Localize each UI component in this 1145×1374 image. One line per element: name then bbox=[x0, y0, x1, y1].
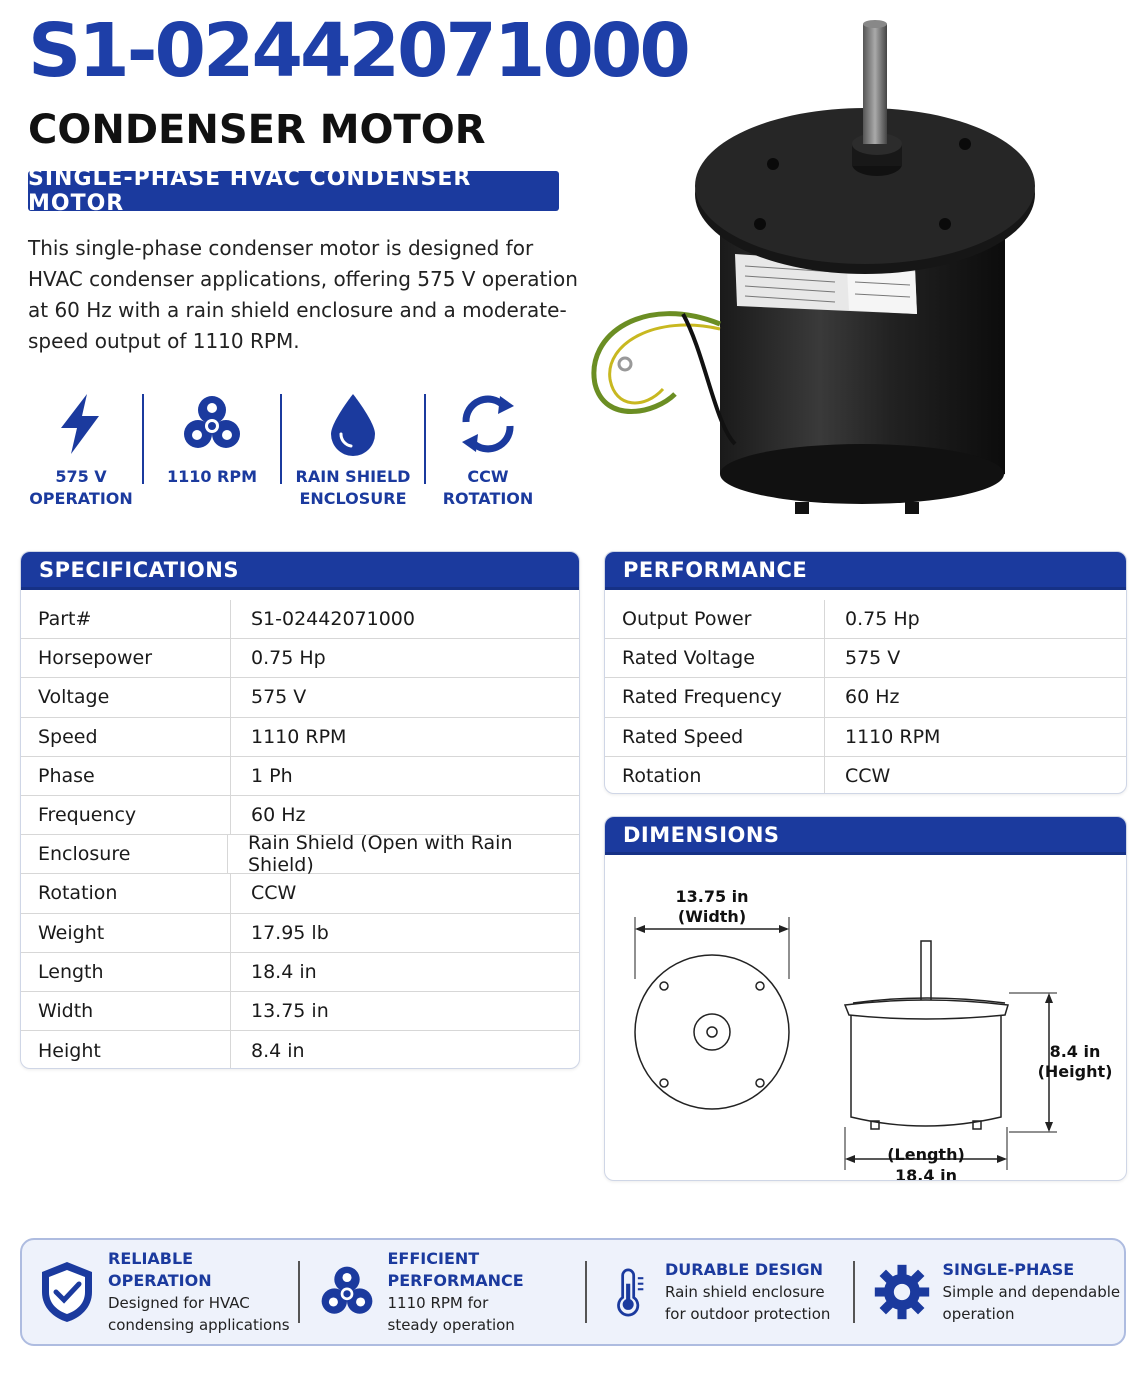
feature-line2: ENCLOSURE bbox=[299, 489, 407, 508]
spec-value: 1 Ph bbox=[251, 764, 293, 787]
spec-label: Height bbox=[21, 1031, 231, 1069]
perf-label: Rotation bbox=[605, 757, 825, 794]
benefit-line1: 1110 RPM for bbox=[387, 1294, 489, 1312]
benefit-line2: operation bbox=[942, 1305, 1015, 1323]
table-row bbox=[21, 718, 579, 757]
tagline-banner: SINGLE-PHASE HVAC CONDENSER MOTOR bbox=[28, 171, 559, 211]
width-value: 13.75 in bbox=[675, 887, 749, 906]
product-title: S1-02442071000 bbox=[28, 8, 688, 94]
feature-line2: OPERATION bbox=[29, 489, 133, 508]
feature-line1: RAIN SHIELD bbox=[295, 467, 411, 486]
lightning-icon bbox=[49, 392, 113, 456]
spec-value: 1110 RPM bbox=[251, 725, 347, 748]
spec-label: Weight bbox=[21, 914, 231, 952]
arrow-head bbox=[1045, 993, 1053, 1003]
spec-value: Rain Shield (Open with Rain Shield) bbox=[247, 832, 513, 877]
spec-value: 60 Hz bbox=[251, 804, 306, 827]
spec-value: 18.4 in bbox=[251, 960, 317, 983]
spec-label: Horsepower bbox=[21, 639, 231, 677]
benefit-single-phase bbox=[855, 1240, 1125, 1344]
perf-value: CCW bbox=[845, 765, 891, 788]
feature-strip bbox=[20, 390, 580, 514]
spec-value: 13.75 in bbox=[251, 999, 329, 1022]
benefit-line1: Designed for HVAC bbox=[108, 1294, 250, 1312]
table-row bbox=[605, 600, 1126, 639]
motor-side-view bbox=[845, 941, 1057, 1170]
benefit-reliable bbox=[22, 1240, 298, 1344]
perf-value: 1110 RPM bbox=[845, 725, 941, 748]
table-row bbox=[21, 832, 579, 877]
spec-label: Width bbox=[21, 992, 231, 1030]
spec-label: Phase bbox=[21, 757, 231, 795]
benefit-title: SINGLE-PHASE bbox=[942, 1260, 1075, 1279]
spec-value: CCW bbox=[251, 882, 297, 905]
product-description: This single-phase condenser motor is designed for HVAC condenser applications, offering 575 V operation at 60 Hz with a rain shield enclosure and a moderate-speed output of 1110 RPM. bbox=[28, 236, 578, 353]
performance-panel bbox=[604, 551, 1127, 794]
spec-value: 575 V bbox=[251, 686, 307, 709]
arrow-head bbox=[1045, 1122, 1053, 1132]
spec-label: Frequency bbox=[21, 796, 231, 834]
perf-label: Output Power bbox=[605, 600, 825, 638]
performance-heading: PERFORMANCE bbox=[605, 552, 1126, 590]
specifications-table bbox=[21, 590, 579, 1069]
benefits-bar bbox=[20, 1238, 1126, 1346]
spec-value: 8.4 in bbox=[251, 1039, 305, 1062]
table-row bbox=[21, 678, 579, 717]
perf-value: 575 V bbox=[845, 647, 901, 670]
feature-speed bbox=[144, 390, 280, 514]
benefit-efficient bbox=[300, 1240, 585, 1344]
table-row bbox=[605, 718, 1126, 757]
table-row bbox=[21, 1031, 579, 1069]
perf-label: Rated Speed bbox=[605, 718, 825, 756]
spec-value: 17.95 lb bbox=[251, 921, 329, 944]
width-label: (Width) bbox=[677, 907, 747, 926]
thermometer-icon bbox=[613, 1260, 653, 1324]
dimension-drawing bbox=[605, 855, 1127, 1180]
benefit-line1: Rain shield enclosure bbox=[664, 1283, 825, 1301]
benefit-durable bbox=[587, 1240, 853, 1344]
benefit-line1: Simple and dependable bbox=[942, 1283, 1121, 1301]
feature-line1: 1110 RPM bbox=[166, 467, 258, 486]
table-row bbox=[605, 678, 1126, 717]
fan-icon bbox=[180, 392, 244, 456]
spec-label: Part# bbox=[21, 600, 231, 638]
benefit-title: EFFICIENT PERFORMANCE bbox=[387, 1249, 524, 1290]
specifications-panel bbox=[20, 551, 580, 1069]
table-row bbox=[21, 914, 579, 953]
perf-label: Rated Voltage bbox=[605, 639, 825, 677]
height-value: 8.4 in bbox=[1049, 1042, 1101, 1061]
specifications-heading: SPECIFICATIONS bbox=[21, 552, 579, 590]
rotation-arrows-icon bbox=[456, 392, 520, 456]
gear-icon bbox=[873, 1260, 931, 1324]
shield-check-icon bbox=[38, 1260, 96, 1324]
benefit-line2: steady operation bbox=[387, 1316, 515, 1334]
table-row bbox=[605, 757, 1126, 794]
table-row bbox=[21, 953, 579, 992]
water-drop-icon bbox=[321, 392, 385, 456]
table-row bbox=[21, 874, 579, 913]
length-value: 18.4 in bbox=[895, 1166, 957, 1180]
fan-icon bbox=[318, 1260, 376, 1324]
dimensions-panel bbox=[604, 816, 1127, 1181]
height-label: (Height) bbox=[1037, 1062, 1113, 1081]
table-row bbox=[21, 639, 579, 678]
motor-product-image bbox=[585, 14, 1055, 524]
feature-rotation bbox=[426, 390, 550, 514]
feature-enclosure bbox=[282, 390, 424, 514]
spec-value: 0.75 Hp bbox=[251, 647, 326, 670]
benefit-line2: for outdoor protection bbox=[664, 1305, 831, 1323]
benefit-line2: condensing applications bbox=[108, 1316, 290, 1334]
perf-value: 60 Hz bbox=[845, 686, 900, 709]
spec-label: Length bbox=[21, 953, 231, 991]
perf-value: 0.75 Hp bbox=[845, 608, 920, 631]
arrow-head bbox=[635, 925, 645, 933]
motor-top-view bbox=[635, 917, 789, 1109]
product-subtitle: CONDENSER MOTOR bbox=[28, 107, 486, 153]
spec-label: Enclosure bbox=[21, 835, 228, 873]
spec-value: S1-02442071000 bbox=[251, 608, 415, 631]
length-label: (Length) bbox=[887, 1145, 965, 1164]
feature-voltage bbox=[20, 390, 142, 514]
table-row bbox=[21, 600, 579, 639]
table-row bbox=[21, 992, 579, 1031]
spec-label: Speed bbox=[21, 718, 231, 756]
feature-line2: ROTATION bbox=[442, 489, 534, 508]
table-row bbox=[21, 796, 579, 835]
table-row bbox=[21, 757, 579, 796]
feature-line1: 575 V bbox=[55, 467, 107, 486]
spec-label: Rotation bbox=[21, 874, 231, 912]
perf-label: Rated Frequency bbox=[605, 678, 825, 716]
dimensions-heading: DIMENSIONS bbox=[605, 817, 1126, 855]
benefit-title: RELIABLE OPERATION bbox=[108, 1249, 212, 1290]
feature-line1: CCW bbox=[467, 467, 509, 486]
benefit-title: DURABLE DESIGN bbox=[664, 1260, 824, 1279]
spec-label: Voltage bbox=[21, 678, 231, 716]
performance-table bbox=[605, 590, 1126, 794]
table-row bbox=[605, 639, 1126, 678]
arrow-head bbox=[779, 925, 789, 933]
